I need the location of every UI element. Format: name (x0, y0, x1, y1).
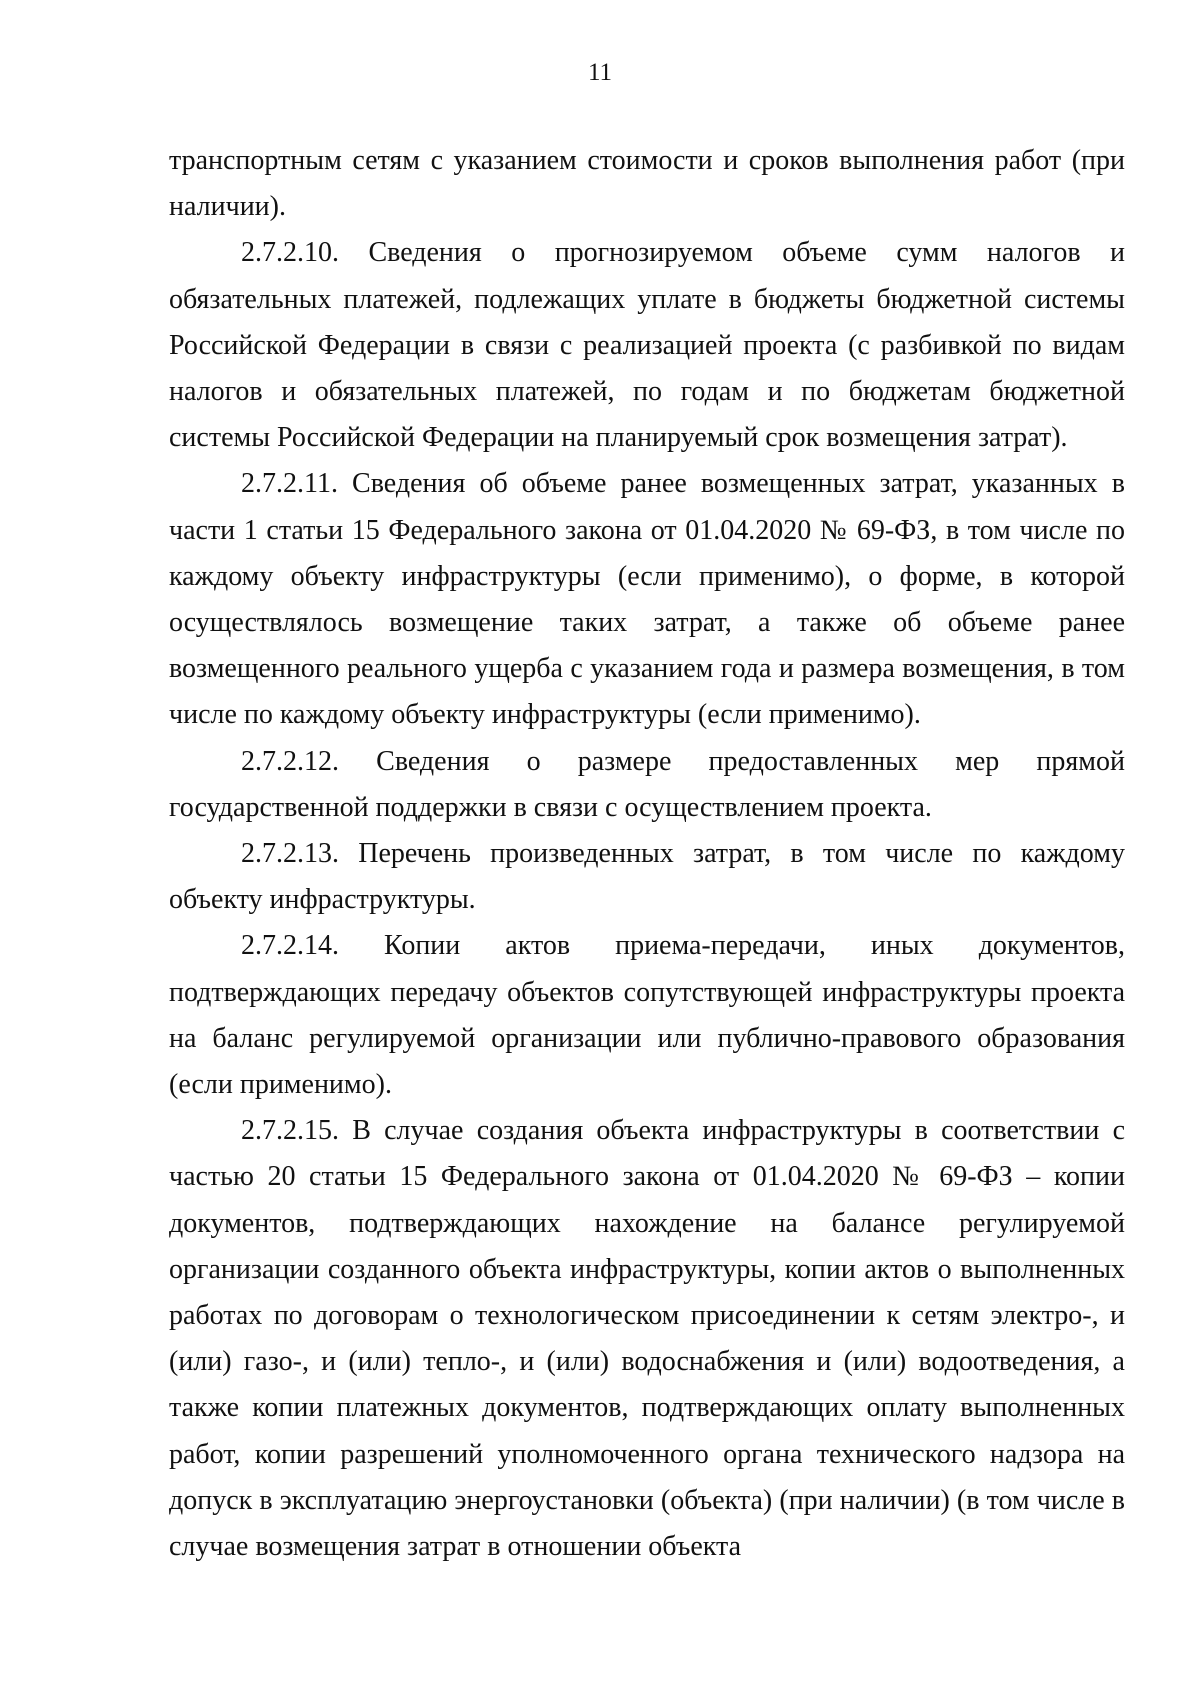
paragraph-2-7-2-13: 2.7.2.13. Перечень произведенных затрат, в том числе по каждому объекту инфраструктуры. (169, 838, 1125, 916)
paragraph-2-7-2-14: 2.7.2.14. Копии актов приема-передачи, иных документов, подтверждающих передачу объектов сопутствующей инфраструктуры проекта на баланс регулируемой организации или публично-правового образования (если применимо). (169, 930, 1125, 1101)
document-body (169, 138, 1125, 1570)
page-number: 11 (587, 59, 613, 86)
paragraph-2-7-2-11: 2.7.2.11. Сведения об объеме ранее возмещенных затрат, указанных в части 1 статьи 15 Федерального закона от 01.04.2020 № 69-ФЗ, в том числе по каждому объекту инфраструктуры (если применимо), о форме, в которой осуществлялось возмещение таких затрат, а также об объеме ранее возмещенного реального ущерба с указанием года и размера возмещения, в том числе по каждому объекту инфраструктуры (если применимо). (169, 468, 1125, 731)
paragraph-2-7-2-15: 2.7.2.15. В случае создания объекта инфраструктуры в соответствии с частью 20 статьи 15 Федерального закона от 01.04.2020 № 69-ФЗ – копии документов, подтверждающих нахождение на балансе регулируемой организации созданного объекта инфраструктуры, копии актов о выполненных работах по договорам о технологическом присоединении к сетям электро-, и (или) газо-, и (или) тепло-, и (или) водоснабжения и (или) водоотведения, а также копии платежных документов, подтверждающих оплату выполненных работ, копии разрешений уполномоченного органа технического надзора на допуск в эксплуатацию энергоустановки (объекта) (при наличии) (в том числе в случае возмещения затрат в отношении объекта (169, 1115, 1125, 1563)
paragraph-2-7-2-10: 2.7.2.10. Сведения о прогнозируемом объеме сумм налогов и обязательных платежей, подлежащих уплате в бюджеты бюджетной системы Российской Федерации в связи с реализацией проекта (с разбивкой по видам налогов и обязательных платежей, по годам и по бюджетам бюджетной системы Российской Федерации на планируемый срок возмещения затрат). (169, 237, 1125, 454)
paragraph-continuation: транспортным сетям с указанием стоимости и сроков выполнения работ (при наличии). (169, 145, 1125, 223)
paragraph-2-7-2-12: 2.7.2.12. Сведения о размере предоставленных мер прямой государственной поддержки в связи с осуществлением проекта. (169, 745, 1125, 823)
